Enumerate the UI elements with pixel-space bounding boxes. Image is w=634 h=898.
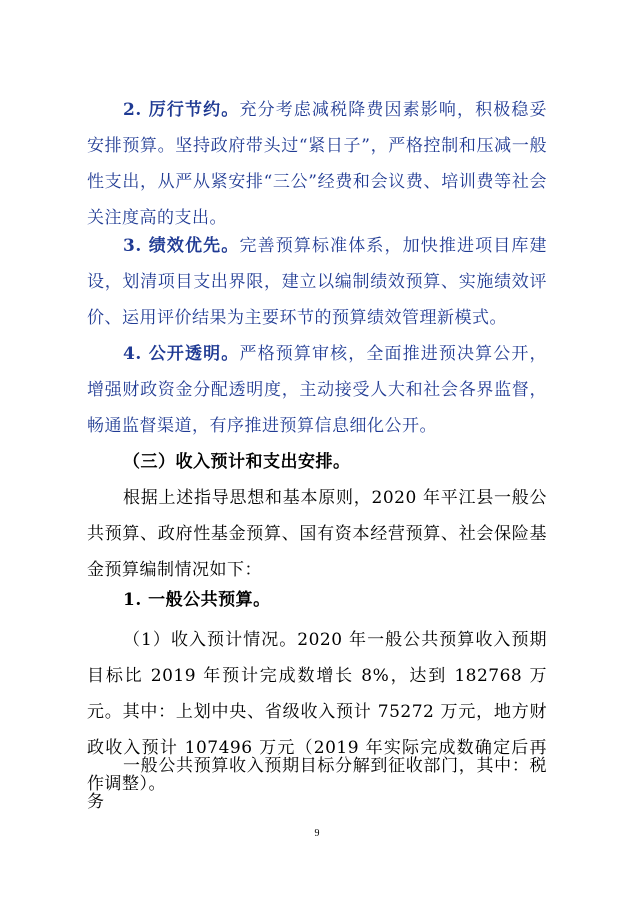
intro-paragraph: 根据上述指导思想和基本原则，2020 年平江县一般公共预算、政府性基金预算、国有资本经营预算、社会保险基金预算编制情况如下： [87, 488, 547, 580]
principle-heading-4: 4. 公开透明。 [123, 344, 240, 364]
principle-body-2: 充分考虑减税降费因素影响，积极稳妥安排预算。坚持政府带头过“紧日子”，严格控制和压减一般性支出，从严从紧安排“三公”经费和会议费、培训费等社会关注度高的支出。 [87, 100, 547, 228]
sub-heading: 1. 一般公共预算。 [123, 590, 271, 610]
principle-heading-2: 2. 厉行节约。 [123, 100, 240, 120]
principle-paragraph-2 [87, 92, 547, 236]
revenue-paragraph: （1）收入预计情况。2020 年一般公共预算收入预期目标比 2019 年预计完成数增长 8%，达到 182768 万元。其中：上划中央、省级收入预计 75272 万元，地方财政收入预计 107496 万元（2019 年实际完成数确定后再作调整）。 [87, 630, 547, 794]
principle-paragraph-4 [87, 336, 547, 444]
principle-paragraph-3 [87, 228, 547, 336]
trailing-paragraph: 一般公共预算收入预期目标分解到征收部门，其中：税务 [87, 756, 547, 812]
section-heading: （三）收入预计和支出安排。 [123, 452, 351, 472]
principle-heading-3: 3. 绩效优先。 [123, 236, 240, 256]
principle-body-3: 完善预算标准体系，加快推进项目库建设，划清项目支出界限，建立以编制绩效预算、实施绩效评价、运用评价结果为主要环节的预算绩效管理新模式。 [87, 236, 547, 328]
principle-body-4: 严格预算审核，全面推进预决算公开，增强财政资金分配透明度，主动接受人大和社会各界监督，畅通监督渠道，有序推进预算信息细化公开。 [87, 344, 547, 436]
page-number: 9 [314, 828, 320, 839]
